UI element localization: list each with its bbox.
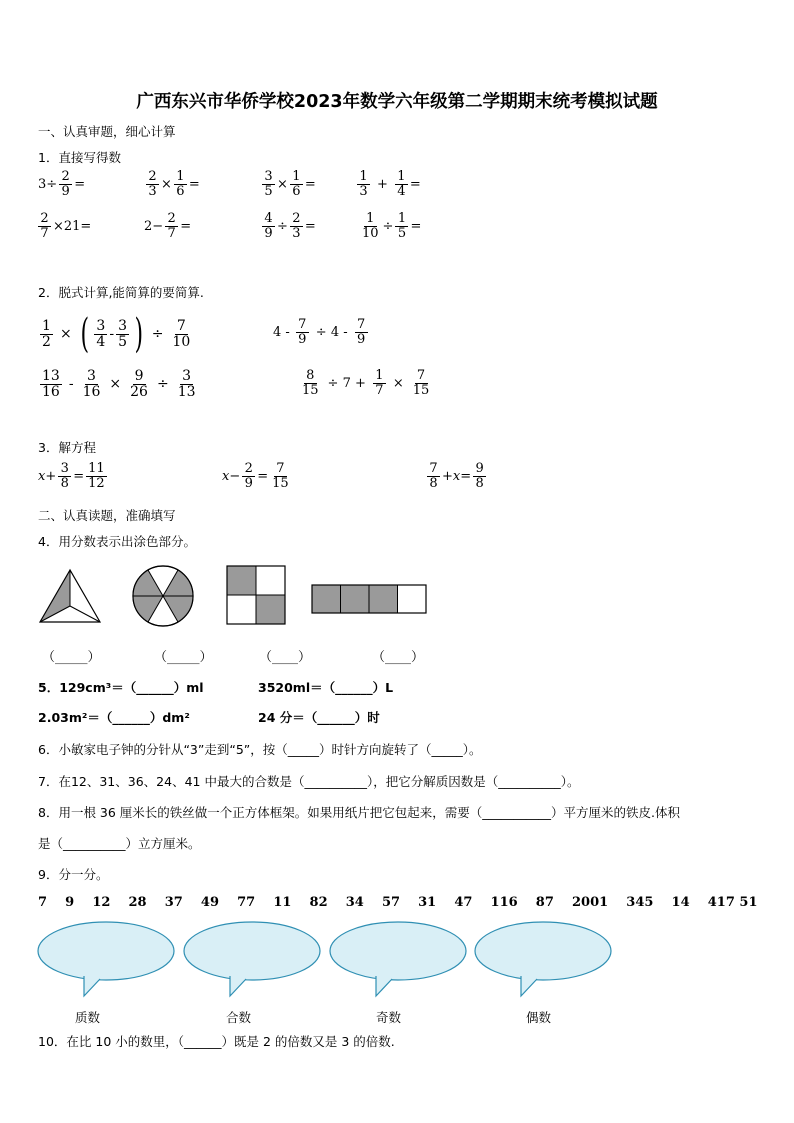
q5-a[interactable]: 5．129cm³＝（______）ml (38, 680, 204, 695)
number-item: 11 (273, 895, 292, 910)
q8-line-2[interactable]: 是（__________）立方厘米。 (38, 836, 201, 851)
q1-item-6: 2 − $\frac{2}{7}$ = (144, 211, 192, 241)
q4-answer-1[interactable]: （_____） (42, 650, 101, 665)
q1-item-2: $\frac{2}{3}$ × $\frac{1}{6}$ = (144, 170, 200, 198)
q4-answer-3[interactable]: （____） (259, 650, 312, 665)
q4-figures (36, 560, 436, 632)
q3-title: 3．解方程 (38, 440, 96, 455)
number-item: 37 (164, 895, 183, 910)
q1-item-3: $\frac{3}{5}$ × $\frac{1}{6}$ = (260, 170, 316, 198)
label-composite: 合数 (226, 1010, 252, 1025)
q4-answer-2[interactable]: （_____） (154, 650, 213, 665)
q2-expr-4: $\frac{8}{15}$ ÷ 7 + $\frac{1}{7}$ × $\frac{7}{15}$ (302, 368, 430, 398)
number-item: 31 (418, 895, 437, 910)
label-prime: 质数 (75, 1010, 101, 1025)
number-item: 47 (454, 895, 473, 910)
label-even: 偶数 (526, 1010, 552, 1025)
number-item: 34 (345, 895, 364, 910)
q5-c[interactable]: 2.03m²＝（______）dm² (38, 710, 190, 725)
q2-expr-2: 4 - $\frac{7}{9}$ ÷ 4 - 7 9 (273, 318, 370, 346)
q5-b[interactable]: 3520ml＝（______）L (258, 680, 394, 695)
number-item: 77 (237, 895, 256, 910)
q1-item-1: 3 ÷ $\frac{2}{9}$ = (38, 169, 86, 199)
number-item: 49 (200, 895, 220, 910)
q6[interactable]: 6．小敏家电子钟的分针从“3”走到“5”，按（_____）时针方向旋转了（_____）。 (38, 742, 482, 757)
number-item: 417 (707, 895, 735, 910)
shaded-strip-figure (312, 585, 426, 613)
q1-item-4: 1 3 + $\frac{1}{4}$ = (355, 170, 421, 198)
number-item: 2001 (572, 895, 609, 910)
shaded-square-figure (227, 566, 285, 624)
section-2-heading: 二、认真读题，准确填写 (38, 508, 176, 523)
number-item: 345 (626, 895, 654, 910)
label-odd: 奇数 (376, 1010, 402, 1025)
number-item: 51 (739, 895, 758, 910)
page-title: 广西东兴市华侨学校2023年数学六年级第二学期期末统考模拟试题 (136, 92, 658, 112)
shaded-circle-figure (133, 566, 193, 626)
prime-bubble[interactable] (38, 922, 174, 996)
q8-line-1[interactable]: 8．用一根 36 厘米长的铁丝做一个正方体框架。如果用纸片把它包起来，需要（___________）平方厘米的铁皮.体积 (38, 805, 681, 820)
number-item: 14 (671, 895, 690, 910)
section-1-heading: 一、认真审题，细心计算 (38, 124, 176, 139)
number-item: 82 (309, 895, 328, 910)
q9-title: 9．分一分。 (38, 867, 109, 882)
q1-item-5: $\frac{2}{7}$ ×21= (36, 212, 91, 240)
q3-equation-1: x + $\frac{3}{8}$ = $\frac{11}{12}$ (38, 461, 105, 491)
q7[interactable]: 7．在12、31、36、24、41 中最大的合数是（__________），把它分解质因数是（__________）。 (38, 774, 580, 789)
q2-expr-1: $\frac{1}{2}$ × ( 3 4 - 3 5 ) ÷ $\frac{7}{10}$ (38, 314, 194, 354)
number-item: 87 (535, 895, 554, 910)
number-item: 116 (490, 895, 518, 910)
q2-expr-3: 13 16 - $\frac{3}{16}$ × $\frac{9}{26}$ ÷ $\frac{3}{13}$ (42, 368, 196, 400)
number-item: 57 (381, 895, 401, 910)
q10[interactable]: 10．在比 10 小的数里，（______）既是 2 的倍数又是 3 的倍数. (38, 1034, 395, 1049)
q3-equation-3: 7 8 + x = $\frac{9}{8}$ (425, 462, 488, 490)
q1-title: 1．直接写得数 (38, 150, 121, 165)
number-item: 9 (65, 895, 75, 910)
q3-equation-2: x − $\frac{2}{9}$ = $\frac{7}{15}$ (222, 461, 289, 491)
shaded-triangle-figure (40, 570, 100, 622)
number-item: 12 (92, 895, 111, 910)
composite-bubble[interactable] (184, 922, 320, 996)
odd-bubble[interactable] (330, 922, 466, 996)
even-bubble[interactable] (475, 922, 611, 996)
q1-item-7: $\frac{4}{9}$ ÷ $\frac{2}{3}$ = (260, 212, 316, 240)
q9-number-list (38, 895, 758, 910)
number-item: 7 (38, 895, 48, 910)
q5-d[interactable]: 24 分＝（______）时 (258, 710, 380, 725)
q9-category-bubbles (34, 918, 624, 1000)
q1-item-8: $\frac{1}{10}$ ÷ $\frac{1}{5}$ = (362, 211, 422, 241)
number-item: 28 (128, 895, 147, 910)
q4-title: 4．用分数表示出涂色部分。 (38, 534, 196, 549)
q2-title: 2．脱式计算,能简算的要简算. (38, 285, 204, 300)
q4-answer-4[interactable]: （____） (372, 650, 425, 665)
